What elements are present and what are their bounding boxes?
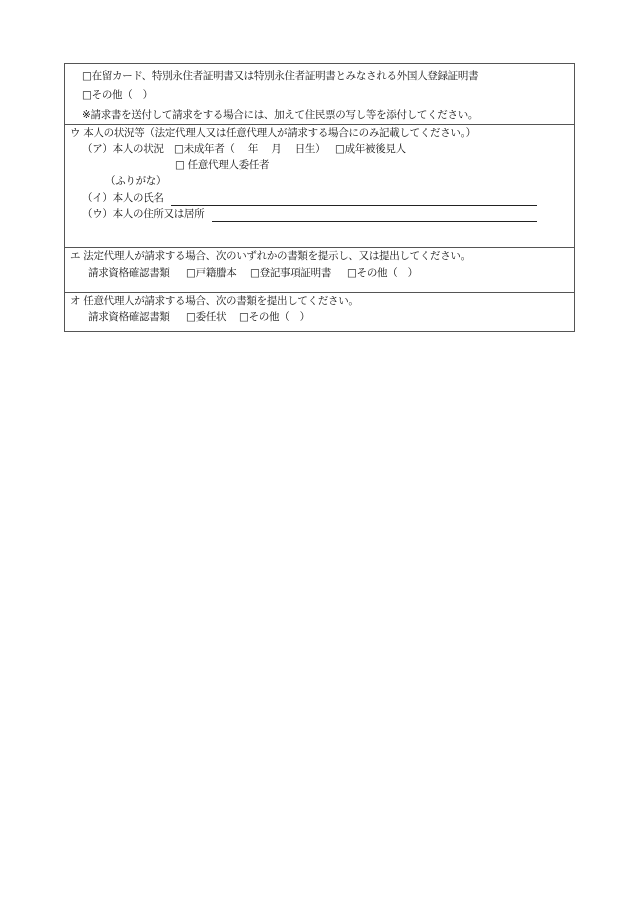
principal-address-field[interactable] [212,221,537,222]
request-form-table [64,63,575,332]
principal-name-field[interactable] [171,205,537,206]
voluntary-rep-docs-label: 請求資格確認書類 [88,311,170,323]
principal-name-label: （イ）本人の氏名 [82,192,164,204]
power-of-attorney-checkbox[interactable]: □委任状 [186,311,227,323]
section-u-heading: ウ 本人の状況等（法定代理人又は任意代理人が請求する場合にのみ記載してください。） [70,127,476,139]
registry-certificate-checkbox[interactable]: □登記事項証明書 [250,267,332,279]
divider [65,124,574,125]
mail-request-note: ※請求書を送付して請求をする場合には、加えて住民票の写し等を添付してください。 [82,109,479,121]
section-o-heading: オ 任意代理人が請求する場合、次の書類を提出してください。 [70,295,359,307]
legal-rep-other-checkbox[interactable]: □その他（ ） [347,267,418,279]
principal-status-label: （ア）本人の状況 [82,143,164,155]
koseki-checkbox[interactable]: □戸籍謄本 [186,267,237,279]
voluntary-guardian-checkbox[interactable]: □ 任意代理人委任者 [175,159,270,171]
divider [65,292,574,293]
principal-address-label: （ウ）本人の住所又は居所 [82,208,205,220]
furigana-label: （ふりがな） [105,175,167,187]
voluntary-rep-other-checkbox[interactable]: □その他（ ） [239,311,310,323]
adult-ward-checkbox[interactable]: □成年被後見人 [335,143,406,155]
legal-rep-docs-label: 請求資格確認書類 [88,267,170,279]
other-document-option[interactable]: □その他（ ） [82,89,153,101]
section-e-heading: エ 法定代理人が請求する場合、次のいずれかの書類を提示し、又は提出してください。 [70,250,471,262]
divider [65,247,574,248]
minor-checkbox[interactable]: □未成年者（ 年 月 日生） [174,143,326,155]
residence-card-option[interactable]: □在留カード、特別永住者証明書又は特別永住者証明書とみなされる外国人登録証明書 [82,70,479,82]
